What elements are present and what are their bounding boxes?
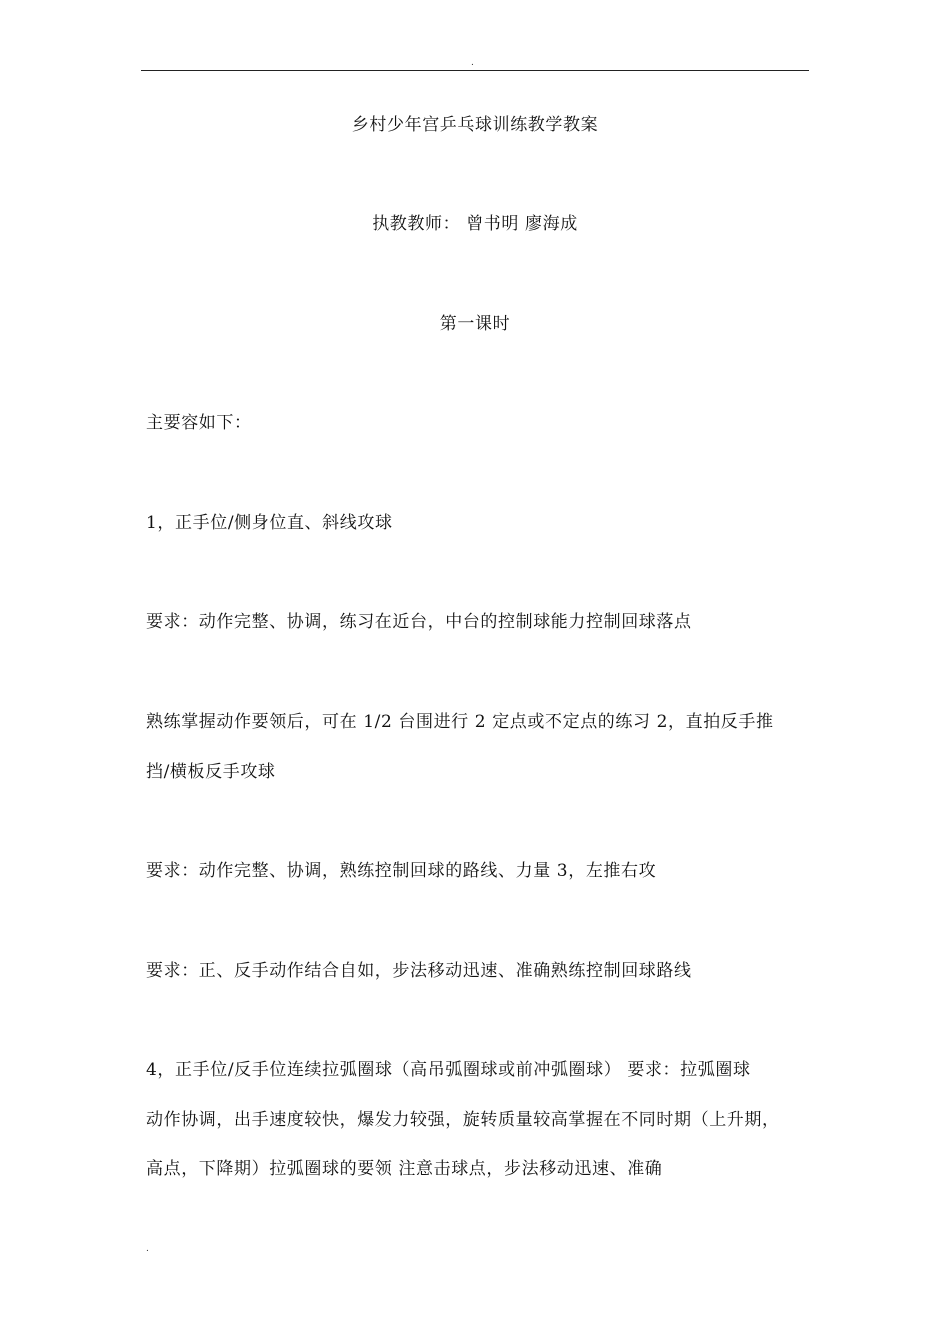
teachers-line: 执教教师： 曾书明 廖海成 [372,214,578,234]
item-1: 1，正手位/侧身位直、斜线攻球 [146,513,393,533]
header-mark: . [471,58,474,68]
lesson-heading: 第一课时 [439,314,511,334]
requirement-2: 要求：动作完整、协调，熟练控制回球的路线、力量 3，左推右攻 [146,861,657,881]
item-4-line-3: 高点，下降期）拉弧圈球的要领 注意击球点，步法移动迅速、准确 [146,1159,663,1179]
footer-mark: . [146,1244,149,1254]
paragraph-2-line-1: 熟练掌握动作要领后，可在 1/2 台围进行 2 定点或不定点的练习 2，直拍反手推 [146,712,774,732]
requirement-3: 要求：正、反手动作结合自如，步法移动迅速、准确熟练控制回球路线 [146,961,692,981]
document-title: 乡村少年宫乒乓球训练教学教案 [351,115,599,135]
intro-text: 主要容如下： [146,413,252,433]
header-rule [141,70,809,71]
item-4-line-2: 动作协调，出手速度较快，爆发力较强，旋转质量较高掌握在不同时期（上升期， [146,1110,780,1130]
paragraph-2-line-2: 挡/横板反手攻球 [146,762,276,782]
item-4-line-1: 4，正手位/反手位连续拉弧圈球（高吊弧圈球或前冲弧圈球） 要求：拉弧圈球 [146,1060,751,1080]
requirement-1: 要求：动作完整、协调，练习在近台，中台的控制球能力控制回球落点 [146,612,692,632]
